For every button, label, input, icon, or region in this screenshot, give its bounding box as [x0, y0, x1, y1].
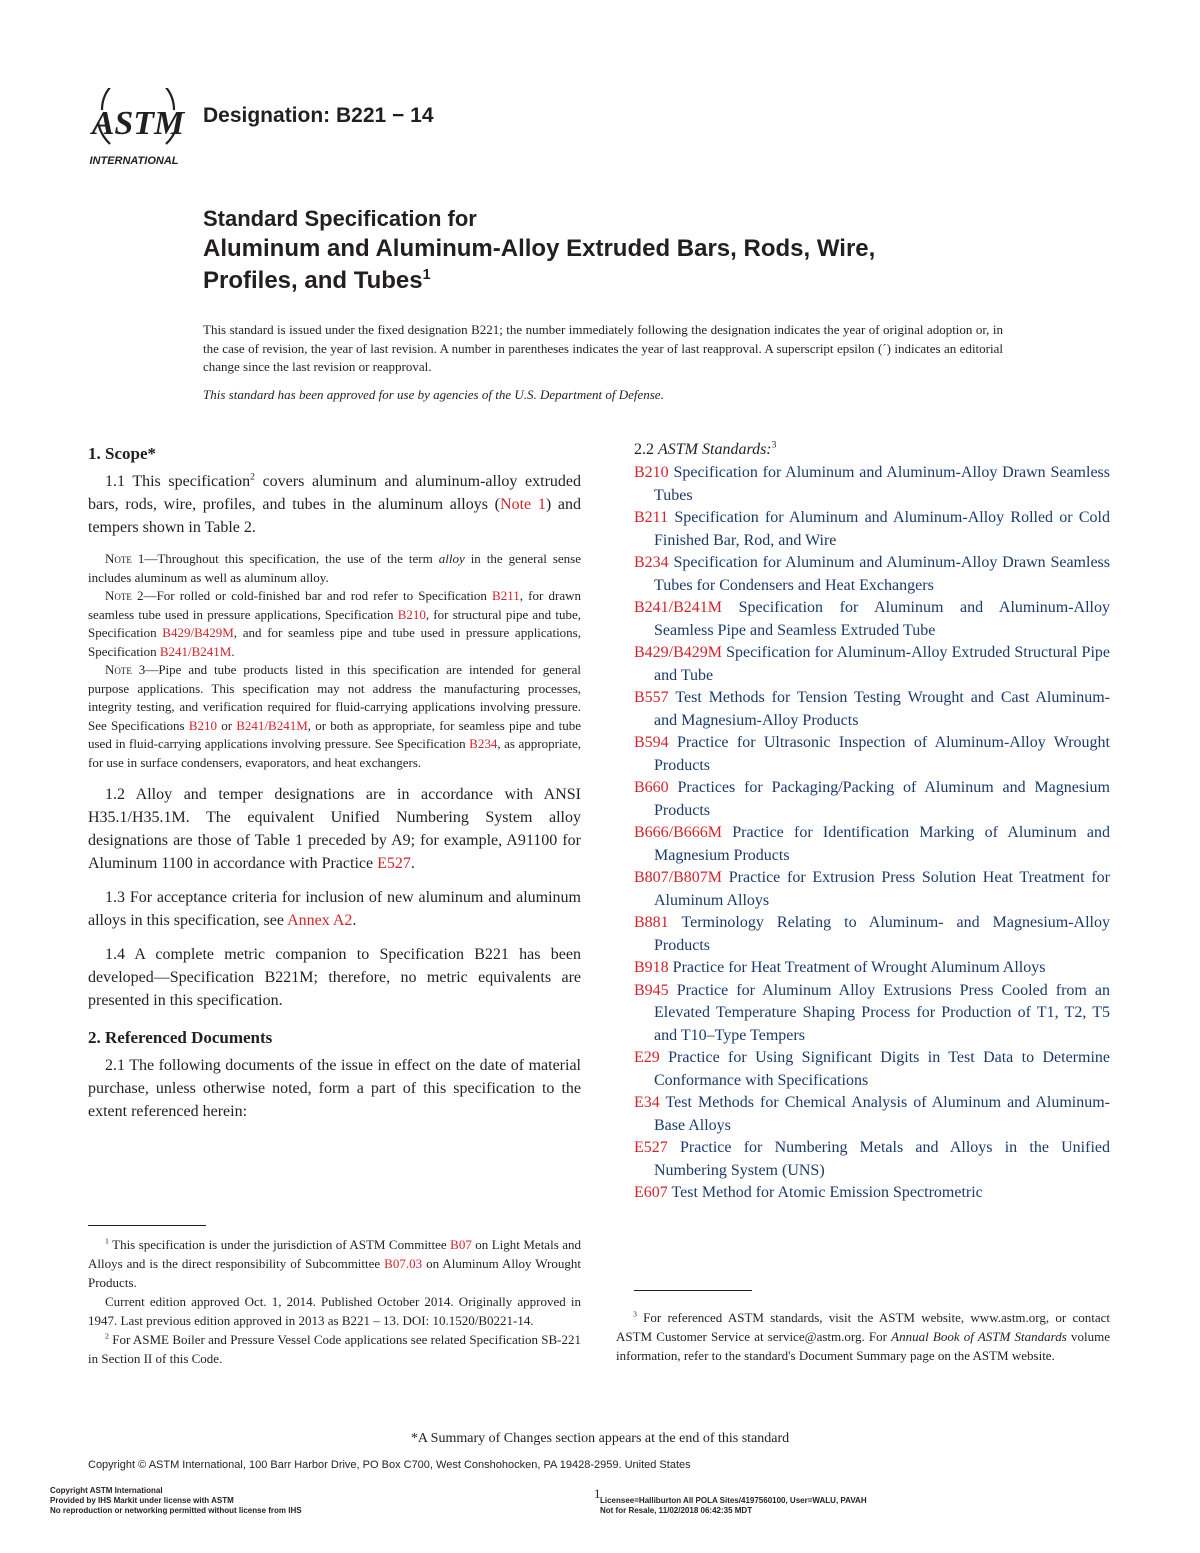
- reference-item[interactable]: [634, 867, 1110, 912]
- note-3-text: , or both as appropriate, for seamless pipe and tube used in fluid-carrying applications involving pressure. See Specification: [88, 717, 581, 751]
- dod-note: This standard has been approved for use by agencies of the U.S. Department of Defense.: [203, 387, 664, 402]
- link-b07[interactable]: B07: [450, 1237, 472, 1252]
- copyright-line: Copyright © ASTM International, 100 Barr Harbor Drive, PO Box C700, West Conshohocken, PA 19428-2959. United States: [88, 1459, 691, 1471]
- reference-code[interactable]: B666/B666M: [634, 824, 723, 841]
- designation: Designation: B221 − 14: [203, 104, 434, 127]
- reference-code[interactable]: E34: [634, 1094, 660, 1111]
- footnote-ref-2[interactable]: 2: [250, 471, 255, 483]
- link-b211[interactable]: B211: [492, 588, 520, 603]
- reference-code[interactable]: B945: [634, 981, 669, 999]
- footnote-3-text: For referenced ASTM standards, visit the ASTM website, www.astm.org, or contact ASTM Customer Service at service@astm.org. For: [616, 1310, 1110, 1344]
- reference-item[interactable]: [634, 687, 1110, 732]
- note-1: [88, 550, 581, 587]
- license-line: No reproduction or networking permitted without license from IHS: [50, 1506, 302, 1515]
- license-line: Copyright ASTM International: [50, 1486, 163, 1495]
- para-1-3: [88, 886, 581, 932]
- note-1-italic: alloy: [438, 551, 465, 566]
- footnote-rule: [88, 1225, 206, 1226]
- note-1-link[interactable]: Note 1: [500, 496, 546, 513]
- footnote-3-number: 3: [633, 1309, 637, 1319]
- para-2-2-num: 2.2: [634, 441, 658, 458]
- footnote-1-text: This specification is under the jurisdiction of ASTM Committee: [108, 1237, 451, 1252]
- link-b210[interactable]: B210: [188, 717, 217, 733]
- reference-item[interactable]: [634, 822, 1110, 867]
- note-1-text-a: —Throughout this specification, the use of the term: [144, 551, 439, 566]
- note-2-text: , for drawn seamless tube used in pressure applications, Specification: [88, 588, 581, 622]
- footnote-1-number: 1: [105, 1236, 109, 1246]
- reference-title[interactable]: Test Methods for Chemical Analysis of Aluminum and Aluminum-Base Alloys: [654, 1094, 1110, 1134]
- note-3-text: or: [217, 717, 237, 733]
- issue-note: This standard is issued under the fixed designation B221; the number immediately following the designation indicates the year of original adoption or, in the case of revision, the year of last revision. A number in parentheses indicates the year of last reapproval. A superscript epsilon (´) indicates an editorial change since the last revision or reapproval.: [203, 322, 1003, 374]
- footnote-2-text: For ASME Boiler and Pressure Vessel Code applications see related Specification SB-221 in Section II of this Code.: [88, 1332, 581, 1366]
- title-line1: Standard Specification for: [203, 206, 477, 231]
- footnote-3-text: volume information, refer to the standard's Document Summary page on the ASTM website.: [616, 1329, 1110, 1363]
- right-column: [634, 438, 1110, 1205]
- reference-item[interactable]: [634, 957, 1110, 980]
- reference-title[interactable]: Specification for Aluminum and Aluminum-Alloy Drawn Seamless Tubes for Condensers and Heat Exchangers: [654, 554, 1110, 594]
- section-1-heading: 1. Scope*: [88, 444, 156, 463]
- footnote-3-italic: Annual Book of ASTM Standards: [891, 1329, 1067, 1344]
- title-line2: Aluminum and Aluminum-Alloy Extruded Bars, Rods, Wire,: [203, 235, 876, 262]
- reference-title[interactable]: Practice for Extrusion Press Solution Heat Treatment for Aluminum Alloys: [654, 869, 1110, 909]
- para-2-1: 2.1 The following documents of the issue in effect on the date of material purchase, unless otherwise noted, form a part of this specification to the extent referenced herein:: [88, 1057, 581, 1120]
- reference-code[interactable]: B660: [634, 779, 669, 796]
- reference-list: [634, 462, 1110, 1205]
- link-b241[interactable]: B241/B241M: [159, 643, 232, 659]
- link-b210[interactable]: B210: [397, 606, 426, 622]
- reference-title[interactable]: Practices for Packaging/Packing of Aluminum and Magnesium Products: [654, 779, 1110, 819]
- reference-item[interactable]: [634, 1137, 1110, 1182]
- reference-title[interactable]: Test Method for Atomic Emission Spectrometric: [667, 1184, 983, 1201]
- footnote-3: [616, 1308, 1110, 1365]
- note-2: [88, 587, 581, 661]
- reference-code[interactable]: E607: [634, 1184, 668, 1201]
- link-b234[interactable]: B234: [469, 736, 498, 751]
- footnotes-left: [88, 1235, 581, 1368]
- reference-item[interactable]: [634, 732, 1110, 777]
- reference-item[interactable]: [634, 642, 1110, 687]
- logo-letters: ASTM: [91, 105, 185, 142]
- page-number: 1: [594, 1486, 601, 1501]
- title-line3: [203, 265, 1103, 297]
- para-1-2-text: .: [410, 855, 415, 872]
- reference-item[interactable]: [634, 777, 1110, 822]
- reference-code[interactable]: B210: [634, 464, 669, 481]
- reference-item[interactable]: [634, 552, 1110, 597]
- title-line3-text: Profiles, and Tubes: [203, 267, 423, 294]
- note-3-text: —Pipe and tube products listed in this specification are intended for general purpose applications. This specification may not address the manufacturing processes, integrity testing, and verification required for fluid-carrying applications involving pressure. See Specifications: [88, 662, 581, 733]
- reference-code[interactable]: E527: [634, 1139, 668, 1156]
- reference-title[interactable]: Specification for Aluminum-Alloy Extruded Structural Pipe and Tube: [654, 644, 1110, 684]
- reference-code[interactable]: E29: [634, 1049, 660, 1066]
- note-2-text: .: [231, 643, 235, 659]
- reference-title[interactable]: Specification for Aluminum and Aluminum-Alloy Seamless Pipe and Seamless Extruded Tube: [654, 599, 1110, 639]
- link-e527[interactable]: E527: [377, 855, 411, 872]
- note-2-text: , and for seamless pipe and tube used in pressure applications, Specification: [88, 625, 581, 659]
- logo-subtext: INTERNATIONAL: [89, 155, 179, 167]
- astm-logo: [88, 88, 188, 168]
- reference-item[interactable]: [634, 462, 1110, 507]
- footnote-rule: [634, 1290, 752, 1291]
- reference-title[interactable]: Specification for Aluminum and Aluminum-Alloy Rolled or Cold Finished Bar, Rod, and Wire: [654, 509, 1110, 549]
- para-1-2: [88, 783, 581, 875]
- reference-code[interactable]: B429/B429M: [634, 644, 723, 661]
- astm-standards-label: ASTM Standards:: [658, 441, 772, 458]
- section-2-heading: 2. Referenced Documents: [88, 1028, 273, 1047]
- license-block-right: [600, 1496, 867, 1516]
- para-1-1: [88, 470, 581, 539]
- reference-item[interactable]: [634, 1182, 1110, 1205]
- link-b241[interactable]: B241/B241M: [236, 717, 308, 733]
- footnotes-right: [616, 1308, 1110, 1365]
- footnote-2: [88, 1330, 581, 1368]
- license-line: Provided by IHS Markit under license with ASTM: [50, 1496, 234, 1505]
- reference-title[interactable]: Practice for Identification Marking of Aluminum and Magnesium Products: [654, 824, 1110, 864]
- reference-title[interactable]: Practice for Aluminum Alloy Extrusions Press Cooled from an Elevated Temperature Shaping Process for Production of T1, T2, T5 and T10–Type Tempers: [654, 981, 1110, 1044]
- reference-title[interactable]: Test Methods for Tension Testing Wrought and Cast Aluminum- and Magnesium-Alloy Products: [654, 689, 1110, 729]
- footnote-ref-3[interactable]: 3: [771, 439, 777, 451]
- reference-title[interactable]: Practice for Numbering Metals and Alloys in the Unified Numbering System (UNS): [654, 1139, 1110, 1179]
- reference-item[interactable]: [634, 507, 1110, 552]
- reference-item[interactable]: [634, 1047, 1110, 1092]
- para-1-1-text-a: 1.1 This specification: [105, 473, 251, 490]
- para-1-1-text-c: ) and tempers shown in Table 2.: [88, 496, 581, 536]
- note-3-label: Note 3: [105, 662, 146, 677]
- title-footnote-ref[interactable]: 1: [422, 267, 431, 283]
- para-1-3-text: 1.3 For acceptance criteria for inclusion of new aluminum and aluminum alloys in this specification, see: [88, 889, 581, 929]
- annex-a2-link[interactable]: Annex A2: [287, 912, 353, 929]
- reference-code[interactable]: B234: [634, 554, 669, 571]
- note-1-text-b: in the general sense includes aluminum as well as aluminum alloy.: [88, 551, 582, 585]
- reference-item[interactable]: [634, 597, 1110, 642]
- license-line: Licensee=Halliburton All POLA Sites/4197560100, User=WALU, PAVAH: [600, 1496, 867, 1505]
- reference-code[interactable]: B241/B241M: [634, 599, 723, 616]
- reference-title[interactable]: Terminology Relating to Aluminum- and Magnesium-Alloy Products: [654, 914, 1110, 954]
- note-3: [88, 661, 581, 772]
- note-3-text: , as appropriate, for use in surface condensers, evaporators, and heat exchangers.: [88, 736, 581, 770]
- note-1-label: Note 1: [105, 551, 145, 566]
- reference-code[interactable]: B594: [634, 734, 669, 751]
- reference-code[interactable]: B211: [634, 509, 669, 526]
- reference-item[interactable]: [634, 912, 1110, 957]
- reference-title[interactable]: Practice for Using Significant Digits in Test Data to Determine Conformance with Specifications: [654, 1049, 1110, 1089]
- summary-of-changes-note: *A Summary of Changes section appears at the end of this standard: [410, 1431, 790, 1446]
- para-1-3-text: .: [352, 912, 357, 929]
- para-1-4: 1.4 A complete metric companion to Specification B221 has been developed—Specification B221M; therefore, no metric equivalents are presented in this specification.: [88, 946, 581, 1009]
- para-2-2: [634, 438, 1110, 461]
- title-block: [203, 205, 1103, 297]
- reference-code[interactable]: B881: [634, 914, 669, 931]
- footnote-2-number: 2: [105, 1331, 109, 1341]
- footnote-1-text: on Aluminum Alloy Wrought Products.: [88, 1256, 581, 1290]
- license-block-left: [50, 1486, 302, 1516]
- reference-code[interactable]: B918: [634, 959, 669, 976]
- note-2-text: —For rolled or cold-finished bar and rod refer to Specification: [143, 588, 493, 603]
- reference-item[interactable]: [634, 1092, 1110, 1137]
- footnote-1: [88, 1235, 581, 1292]
- footnote-1-text: on Light Metals and Alloys and is the direct responsibility of Subcommittee: [88, 1237, 581, 1271]
- license-line: Not for Resale, 11/02/2018 06:42:35 MDT: [600, 1506, 753, 1515]
- reference-title[interactable]: Practice for Ultrasonic Inspection of Aluminum-Alloy Wrought Products: [654, 734, 1110, 774]
- para-1-1-text-b: covers aluminum and aluminum-alloy extruded bars, rods, wire, profiles, and tubes in the aluminum alloys (: [88, 473, 581, 513]
- reference-item[interactable]: [634, 980, 1110, 1048]
- note-2-text: , for structural pipe and tube, Specification: [88, 606, 581, 640]
- para-1-2-text: 1.2 Alloy and temper designations are in accordance with ANSI H35.1/H35.1M. The equivalent Unified Numbering System alloy designations are those of Table 1 preceded by A9; for example, A91100 for Aluminum 1100 in accordance with Practice: [88, 786, 581, 872]
- footnote-1-edition: Current edition approved Oct. 1, 2014. Published October 2014. Originally approved in 1947. Last previous edition approved in 2013 as B221 – 13. DOI: 10.1520/B0221-14.: [88, 1294, 581, 1328]
- left-column: [88, 444, 581, 1134]
- reference-title[interactable]: Practice for Heat Treatment of Wrought Aluminum Alloys: [668, 959, 1046, 976]
- note-2-label: Note 2: [105, 588, 144, 603]
- reference-code[interactable]: B807/B807M: [634, 869, 723, 886]
- reference-title[interactable]: Specification for Aluminum and Aluminum-Alloy Drawn Seamless Tubes: [654, 464, 1110, 504]
- link-b429[interactable]: B429/B429M: [162, 625, 234, 640]
- reference-code[interactable]: B557: [634, 689, 669, 706]
- link-b07-03[interactable]: B07.03: [384, 1256, 423, 1271]
